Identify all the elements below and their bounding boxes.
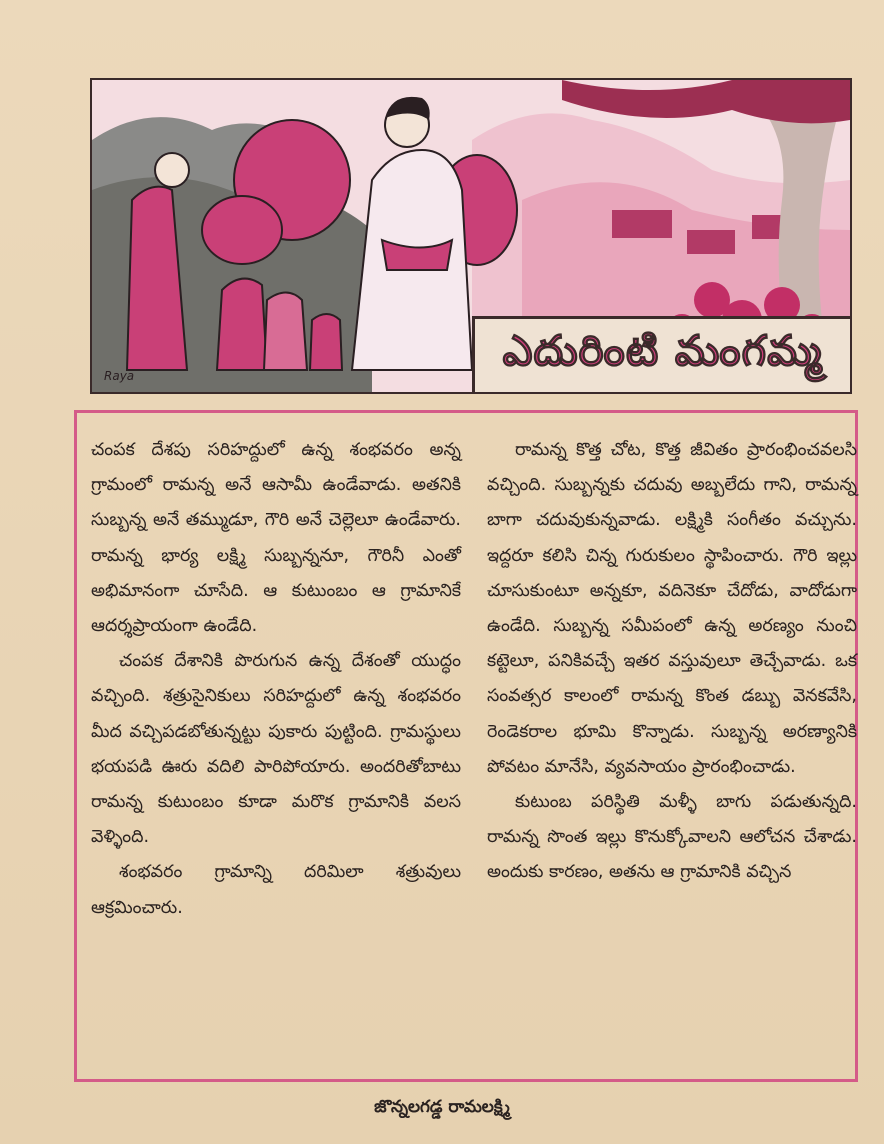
paragraph: చంపక దేశపు సరిహద్దులో ఉన్న శంభవరం అన్న గ్రామంలో రామన్న అనే ఆసామీ ఉండేవాడు. అతనికి సుబ్బన్న అనే తమ్ముడూ, గౌరి అనే చెల్లెలూ ఉండేవారు. రామన్న భార్య లక్ష్మి సుబ్బన్ననూ, గౌరినీ ఎంతో అభిమానంగా చూసేది. ఆ కుటుంబం ఆ గ్రామానికే ఆదర్శప్రాయంగా ఉండేది. (91, 440, 461, 637)
story-title-box (472, 316, 850, 392)
story-text-frame (74, 410, 858, 1082)
paragraph: కుటుంబ పరిస్థితి మళ్ళీ బాగు పడుతున్నది. రామన్న సొంత ఇల్లు కొనుక్కోవాలని ఆలోచన చేశాడు. అందుకు కారణం, అతను ఆ గ్రామానికి వచ్చిన (487, 792, 857, 883)
left-column (91, 433, 461, 926)
right-column (487, 433, 857, 891)
paragraph: శంభవరం గ్రామాన్ని దరిమిలా శత్రువులు ఆక్రమించారు. (91, 862, 461, 918)
paragraph: చంపక దేశానికి పొరుగున ఉన్న దేశంతో యుద్ధం వచ్చింది. శత్రుసైనికులు సరిహద్దులో ఉన్న శంభవరం మీద వచ్చిపడబోతున్నట్టు పుకారు పుట్టింది. గ్రామస్థులు భయపడి ఊరు వదిలి పారిపోయారు. అందరితోబాటు రామన్న కుటుంబం కూడా మరొక గ్రామానికి వలస వెళ్ళింది. (91, 651, 461, 848)
paragraph: రామన్న కొత్త చోట, కొత్త జీవితం ప్రారంభించవలసి వచ్చింది. సుబ్బన్నకు చదువు అబ్బలేదు గాని, రామన్న బాగా చదువుకున్నవాడు. లక్ష్మికి సంగీతం వచ్చును. ఇద్దరూ కలిసి చిన్న గురుకులం స్థాపించారు. గౌరి ఇల్లు చూసుకుంటూ అన్నకూ, వదినెకూ చేదోడు, వాదోడుగా ఉండేది. సుబ్బన్న సమీపంలో ఉన్న అరణ్యం నుంచి కట్టెలూ, పనికివచ్చే ఇతర వస్తువులూ తెచ్చేవాడు. ఒక సంవత్సర కాలంలో రామన్న కొంత డబ్బు వెనకవేసి, రెండెకరాల భూమి కొన్నాడు. సుబ్బన్న అరణ్యానికి పోవటం మానేసి, వ్యవసాయం ప్రారంభించాడు. (487, 440, 857, 777)
author-byline: జొన్నలగడ్డ రామలక్ష్మి (374, 1097, 510, 1117)
story-title: ఎదురింటి మంగమ్మ (502, 325, 823, 375)
story-illustration (90, 78, 852, 394)
artist-signature: Raya (104, 369, 135, 383)
